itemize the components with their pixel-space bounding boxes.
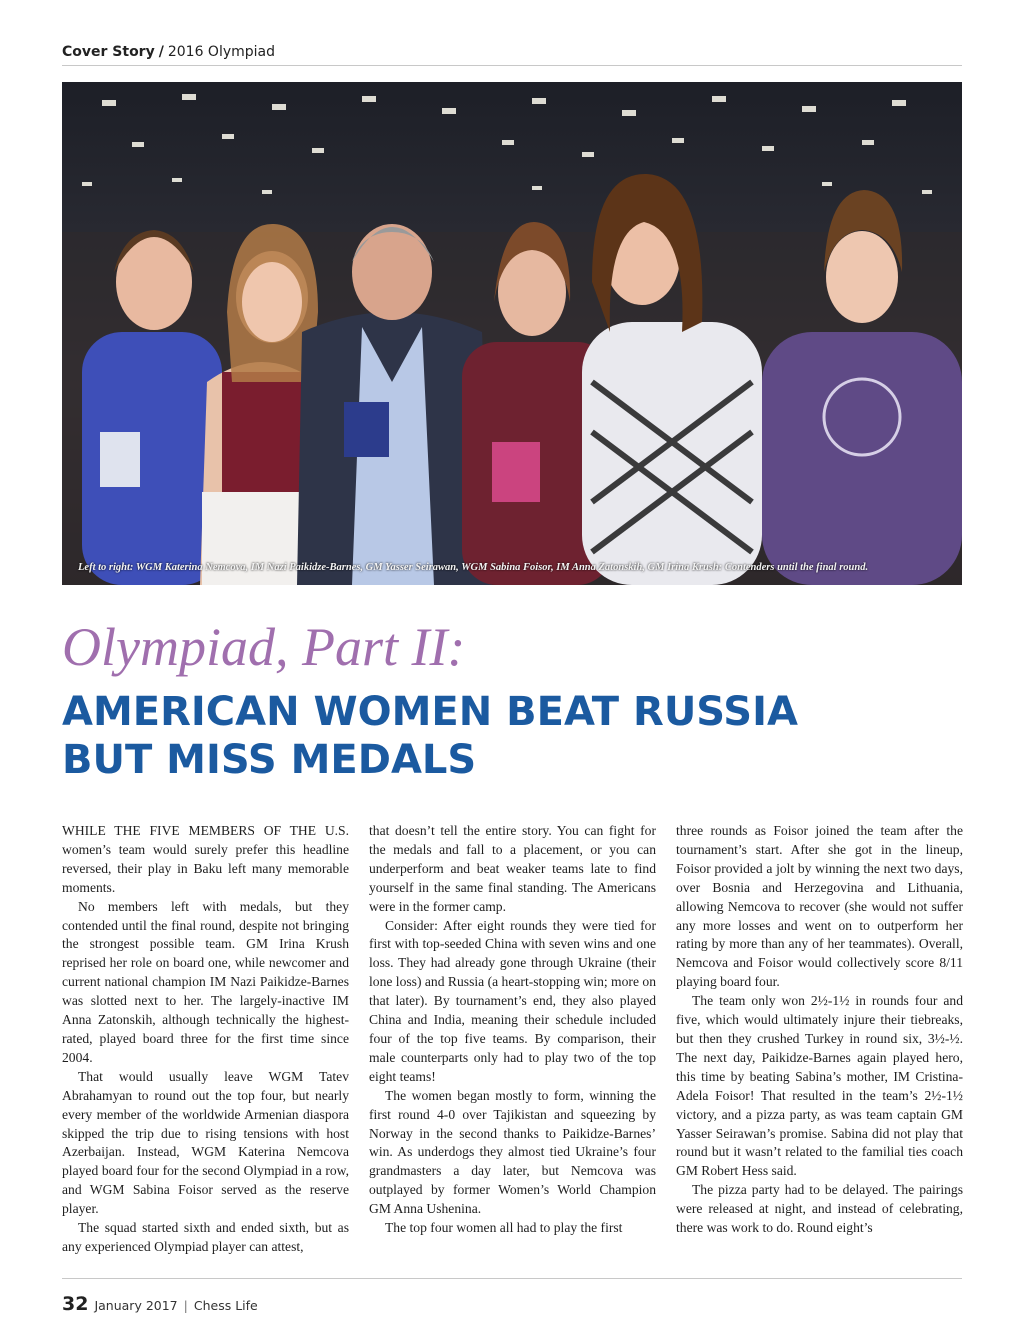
header-separator: / (158, 44, 164, 60)
topic-label: 2016 Olympiad (167, 44, 275, 60)
paragraph: The top four women all had to play the first (385, 1220, 623, 1236)
paragraph: WHILE THE FIVE MEMBERS OF THE U.S. women’s team would surely prefer this headline reversed, their play in Baku left many memorable moments. (62, 823, 349, 895)
footer-divider: | (183, 1298, 188, 1313)
paragraph: Consider: After eight rounds they were tied for first with top-seeded China with seven wins and one loss. They had already gone through Ukraine (their lone loss) and Russia (a heart-stopping win; more on that later). By tournament’s end, they also played China and India, meaning their schedule included four of the top five teams. By comparison, their male counterparts only had to play two of the top eight teams! (369, 917, 656, 1084)
page-footer (62, 1293, 258, 1315)
body-column-3 (676, 822, 963, 1238)
paragraph: that doesn’t tell the entire story. You can fight for the medals and fall to a placement, or you can underperform and beat weaker teams late to find yourself in the same final standing. The Americans were in the former camp. (369, 823, 656, 914)
paragraph: three rounds as Foisor joined the team after the tournament’s start. After she got in the lineup, Foisor provided a jolt by winning the next two days, over Bosnia and Herzegovina and Lithuania, allowing Nemcova to recover (she would not suffer any more losses and went on to outperform her rating by more than any of her teammates). Overall, Nemcova and Foisor would collectively score 8/11 playing board four. (676, 823, 963, 990)
paragraph: The team only won 2½-1½ in rounds four and five, which would ultimately injure their tiebreaks, but then they crushed Turkey in round six, 3½-½. The next day, Paikidze-Barnes again played hero, this time by beating Sabina’s mother, IM Cristina-Adela Foisor! That resulted in the team’s 2½-1½ victory, and a pizza party, as was team captain GM Yasser Seirawan’s promise. Sabina did not play that round but it wasn’t related to the familial ties coach GM Robert Hess said. (676, 993, 963, 1179)
issue-date: January 2017 (94, 1298, 178, 1313)
paragraph: The women began mostly to form, winning the first round 4-0 over Tajikistan and squeezing by Norway in the second thanks to Paikidze-Barnes’ win. As underdogs they almost tied Ukraine’s four grandmasters a day later, but Nemcova was outplayed by former Women’s World Champion GM Anna Ushenina. (369, 1087, 656, 1217)
headline-line-2: BUT MISS MEDALS (62, 737, 477, 783)
running-header (62, 44, 962, 66)
article-headline (62, 688, 942, 784)
section-label: Cover Story (62, 44, 155, 60)
ceiling-lights (82, 94, 932, 198)
paragraph: That would usually leave WGM Tatev Abrahamyan to round out the top four, but nearly every member of the worldwide Armenian diaspora skipped the trip due to rising tensions with host Azerbaijan. Instead, WGM Katerina Nemcova played board four for the second Olympiad in a row, and WGM Sabina Foisor served as the reserve player. (62, 1068, 349, 1217)
magazine-name: Chess Life (193, 1298, 258, 1313)
team-photo-illustration (62, 82, 962, 585)
page-number: 32 (62, 1293, 89, 1315)
article-kicker: Olympiad, Part II: (62, 617, 466, 677)
footer-rule (62, 1278, 962, 1279)
body-column-2 (369, 822, 656, 1238)
headline-line-1: AMERICAN WOMEN BEAT RUSSIA (62, 689, 798, 735)
paragraph: No members left with medals, but they contended until the final round, despite not bringing the strongest possible team. GM Irina Krush reprised her role on board one, while newcomer and current national champion IM Nazi Paikidze-Barnes was slotted next to her. The largely-inactive IM Anna Zatonskih, although technically the highest-rated, played board three for the first time since 2004. (62, 898, 349, 1065)
team-photo (62, 82, 962, 585)
paragraph: The pizza party had to be delayed. The pairings were released at night, and instead of celebrating, there was work to do. Round eight’s (676, 1182, 963, 1236)
paragraph: The squad started sixth and ended sixth, but as any experienced Olympiad player can attest, (62, 1220, 349, 1254)
body-column-1 (62, 822, 349, 1257)
photo-caption: Left to right: WGM Katerina Nemcova, IM Nazi Paikidze-Barnes, GM Yasser Seirawan, WGM Sabina Foisor, IM Anna Zatonskih, GM Irina Krush: Contenders until the final round. (78, 562, 869, 573)
